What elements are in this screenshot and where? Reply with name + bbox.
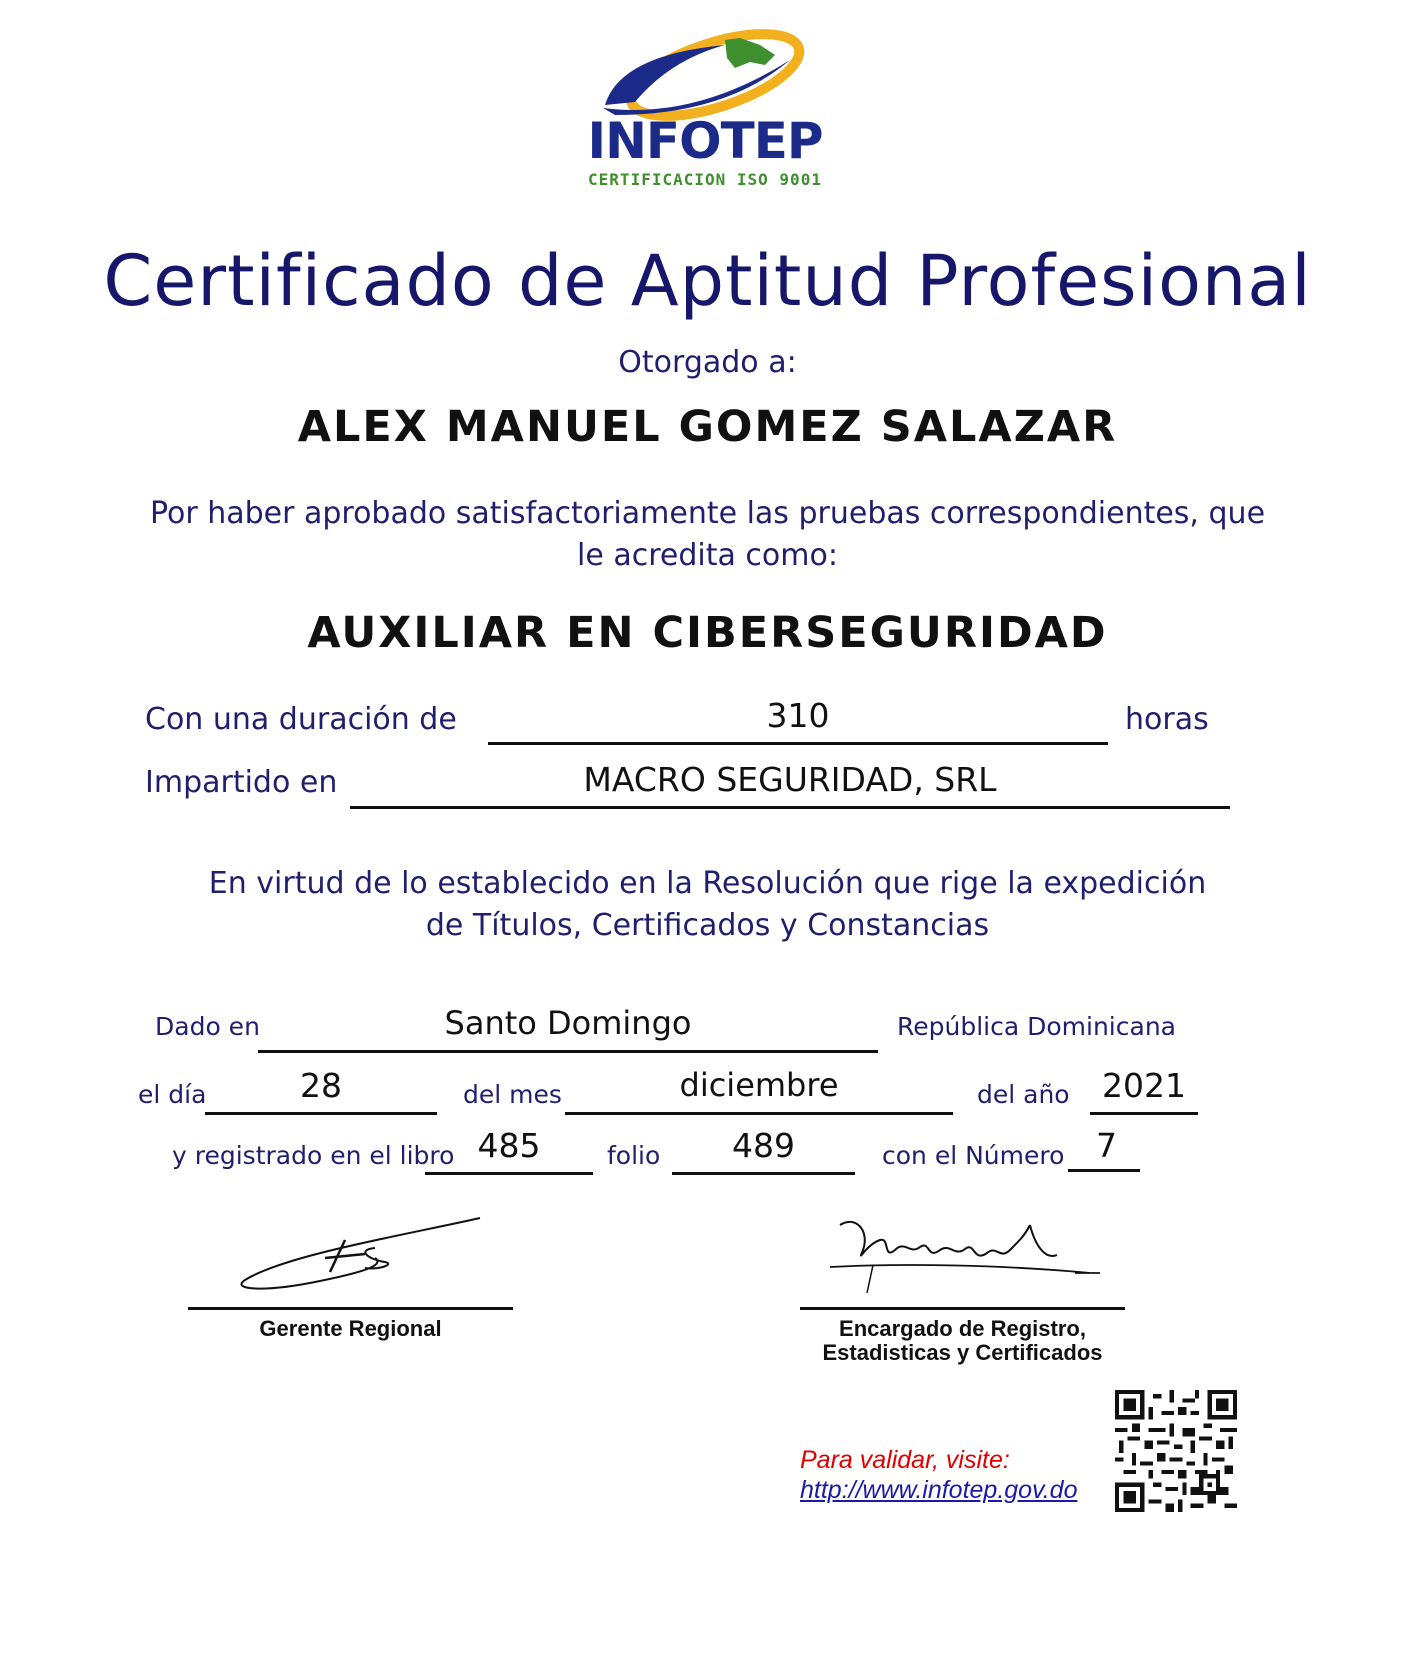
book-value: 485	[425, 1126, 593, 1175]
provider-value: MACRO SEGURIDAD, SRL	[350, 760, 1230, 809]
registrar-signature-icon	[825, 1205, 1105, 1300]
month-value: diciembre	[565, 1066, 953, 1115]
validation-text: Para validar, visite:	[800, 1446, 1010, 1474]
duration-value: 310	[488, 696, 1108, 745]
number-value: 7	[1068, 1126, 1140, 1172]
awarded-label: Otorgado a:	[618, 345, 797, 380]
book-label: y registrado en el libro	[172, 1141, 455, 1170]
left-signature-line	[188, 1307, 513, 1310]
year-value: 2021	[1090, 1066, 1198, 1115]
resolution-line-1: En virtud de lo establecido en la Resolución que rige la expedición	[208, 866, 1207, 901]
right-signature-line	[800, 1307, 1125, 1310]
validation-link[interactable]: http://www.infotep.gov.do	[800, 1476, 1078, 1504]
regional-manager-signature-icon	[225, 1210, 495, 1300]
day-label: el día	[138, 1080, 207, 1109]
resolution-line-2: de Títulos, Certificados y Constancias	[425, 908, 990, 943]
logo-wordmark: INFOTEP	[587, 112, 823, 170]
right-signature-title-2: Estadisticas y Certificados	[822, 1340, 1103, 1365]
left-signature-title: Gerente Regional	[259, 1316, 442, 1341]
country-label: República Dominicana	[897, 1012, 1176, 1041]
certificate-title: Certificado de Aptitud Profesional	[103, 240, 1312, 322]
right-signature-title-1: Encargado de Registro,	[839, 1316, 1086, 1341]
provider-label: Impartido en	[145, 765, 338, 800]
qr-code-icon	[1115, 1390, 1237, 1512]
duration-label: Con una duración de	[145, 702, 457, 737]
number-label: con el Número	[882, 1141, 1065, 1170]
folio-value: 489	[672, 1126, 855, 1175]
year-label: del año	[977, 1080, 1070, 1109]
place-value: Santo Domingo	[258, 1004, 878, 1053]
folio-label: folio	[607, 1141, 661, 1170]
recipient-name: ALEX MANUEL GOMEZ SALAZAR	[297, 402, 1118, 452]
reason-line-2: le acredita como:	[577, 538, 838, 573]
place-label: Dado en	[155, 1012, 260, 1041]
reason-line-1: Por haber aprobado satisfactoriamente las pruebas correspondientes, que	[149, 496, 1266, 531]
day-value: 28	[205, 1066, 437, 1115]
qualification-name: AUXILIAR EN CIBERSEGURIDAD	[307, 608, 1108, 658]
duration-unit: horas	[1125, 702, 1209, 737]
logo-subtitle: CERTIFICACION ISO 9001	[588, 170, 822, 189]
month-label: del mes	[463, 1080, 562, 1109]
